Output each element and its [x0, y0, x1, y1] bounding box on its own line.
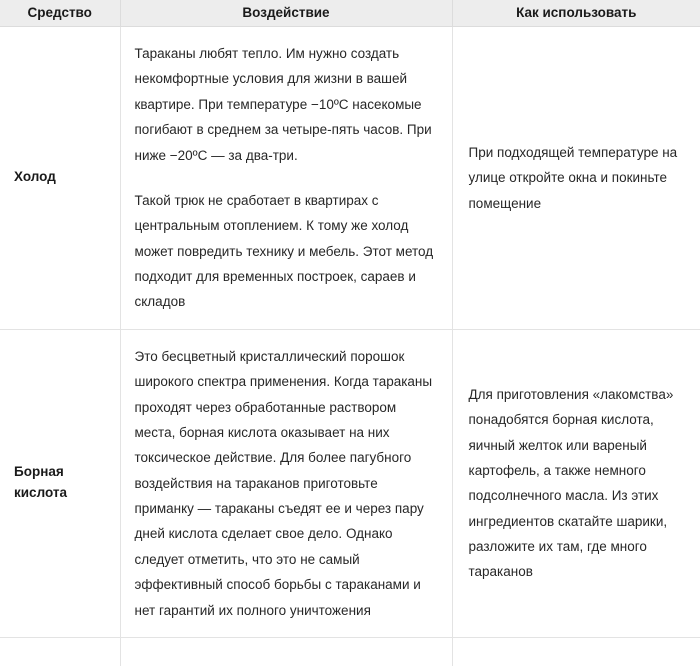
table-header — [0, 0, 700, 27]
cell-means-name: Холод — [0, 27, 120, 330]
effect-paragraph: Тараканы любят тепло. Им нужно создать некомфортные условия для жизни в вашей квартире. При температуре −10ºС насекомые погибают в среднем за четыре-пять часов. При ниже −20ºС — за два-три. — [134, 46, 432, 163]
column-header-effect: Воздействие — [120, 0, 452, 27]
howto-paragraph: При подходящей температуре на улице откройте окна и покиньте помещение — [468, 144, 678, 211]
cell-howto-instructions — [452, 637, 700, 666]
effect-paragraph: Это бесцветный кристаллический порошок широкого спектра применения. Когда тараканы проходят через обработанные раствором места, борная кислота оказывает на них токсическое действие. Для более пагубного воздействия на тараканов приготовьте приманку — тараканы съедят ее и через пару дней кислота сделает свое дело. Однако следует отметить, что это не самый эффективный способ борьбы с тараканами и нет гарантий их полного уничтожения — [134, 348, 433, 618]
table-row-partial — [0, 637, 700, 666]
cell-effect-description — [120, 27, 452, 330]
cell-howto-instructions — [452, 27, 700, 330]
cell-effect-description — [120, 637, 452, 666]
column-header-means: Средство — [0, 0, 120, 27]
table-header-row — [0, 0, 700, 27]
table-row — [0, 329, 700, 637]
table-row — [0, 27, 700, 330]
cell-means-name: Борная кислота — [0, 329, 120, 637]
howto-paragraph: Для приготовления «лакомства» понадобятся борная кислота, яичный желток или вареный картофель, а также немного подсолнечного масла. Из этих ингредиентов скатайте шарики, разложите их там, где много тараканов — [468, 386, 674, 580]
table-body — [0, 27, 700, 666]
cell-effect-description — [120, 329, 452, 637]
column-header-howto: Как использовать — [452, 0, 700, 27]
effect-paragraph: Такой трюк не сработает в квартирах с центральным отоплением. К тому же холод может повредить технику и мебель. Этот метод подходит для временных построек, сараев и складов — [134, 192, 434, 310]
cell-howto-instructions — [452, 329, 700, 637]
cell-means-name — [0, 637, 120, 666]
